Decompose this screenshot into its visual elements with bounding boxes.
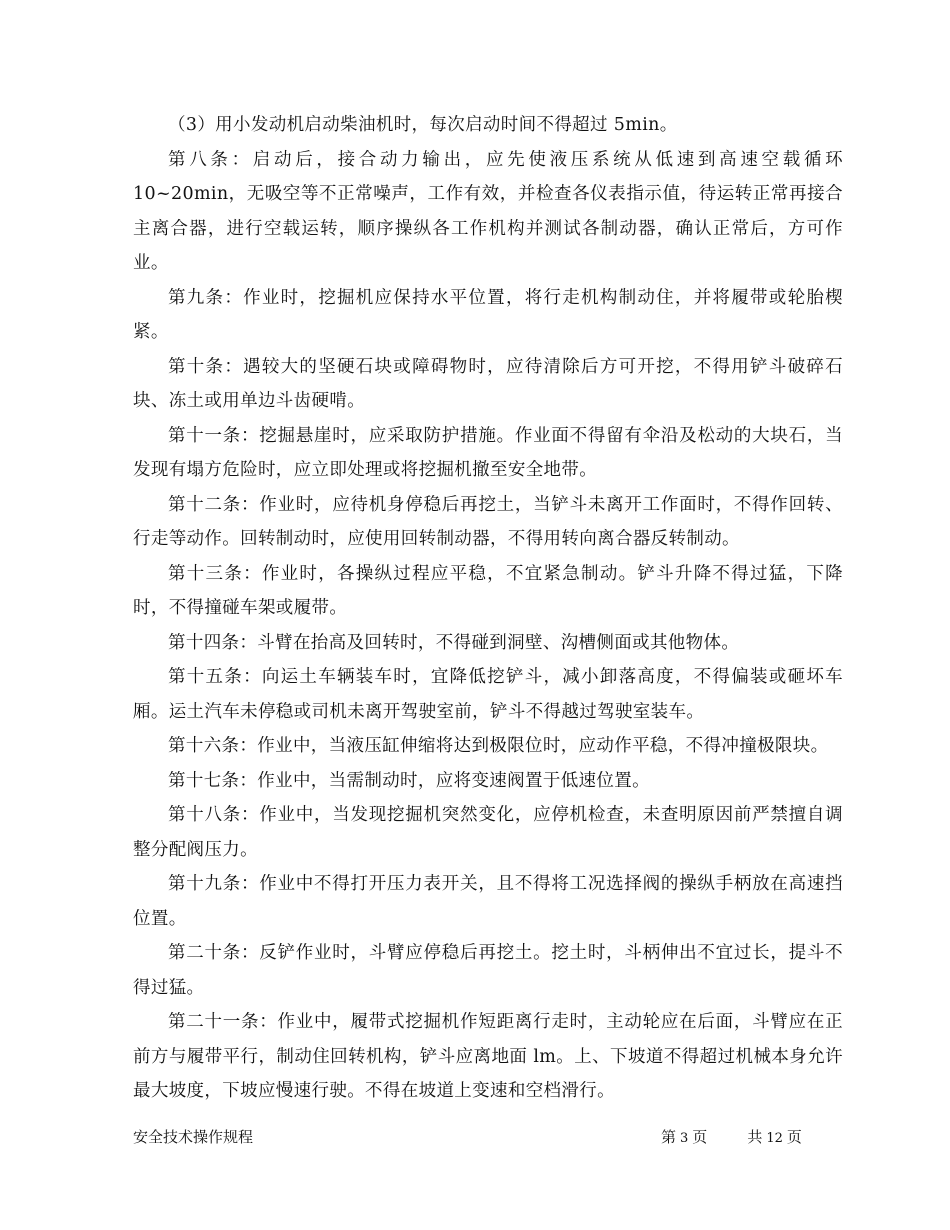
article-17: 第十七条：作业中，当需制动时，应将变速阀置于低速位置。: [168, 770, 650, 791]
article-15: 第十五条：向运土车辆装车时，宜降低挖铲斗，减小卸落高度，不得偏装或砸坏车厢。运土汽车未停稳或司机未离开驾驶室前，铲斗不得越过驾驶室装车。: [133, 667, 843, 722]
article-10: 第十条：遇较大的坚硬石块或障碍物时，应待清除后方可开挖，不得用铲斗破碎石块、冻土或用单边斗齿硬啃。: [133, 356, 843, 411]
article-8: 第八条：启动后，接合动力输出，应先使液压系统从低速到高速空载循环 10~20min，无吸空等不正常噪声，工作有效，并检查各仪表指示值，待运转正常再接合主离合器，进行空载运转，顺序操纵各工作机构并测试各制动器，确认正常后，方可作业。: [133, 149, 843, 273]
article-9: 第九条：作业时，挖掘机应保持水平位置，将行走机构制动住，并将履带或轮胎楔紧。: [133, 287, 843, 342]
current-page-number: 3: [680, 1131, 689, 1146]
page-prefix: 第: [661, 1128, 677, 1146]
article-20: 第二十条：反铲作业时，斗臂应停稳后再挖土。挖土时，斗柄伸出不宜过长，提斗不得过猛。: [133, 943, 843, 998]
article-21: 第二十一条：作业中，履带式挖掘机作短距离行走时，主动轮应在后面，斗臂应在正前方与履带平行，制动住回转机构，铲斗应离地面 lm。上、下坡道不得超过机械本身允许最大坡度，下坡应慢速行驶。不得在坡道上变速和空档滑行。: [133, 1012, 843, 1101]
total-page-count: 12: [766, 1131, 783, 1146]
total-prefix: 共: [747, 1128, 763, 1146]
page-footer: [133, 1126, 843, 1148]
document-body: [133, 108, 843, 1109]
article-16: 第十六条：作业中，当液压缸伸缩将达到极限位时，应动作平稳，不得冲撞极限块。: [168, 736, 829, 756]
paragraph-item-3: （3）用小发动机启动柴油机时，每次启动时间不得超过 5min。: [168, 115, 678, 135]
total-suffix: 页: [786, 1128, 802, 1146]
article-14: 第十四条：斗臂在抬高及回转时，不得碰到洞壁、沟槽侧面或其他物体。: [168, 632, 740, 653]
article-18: 第十八条：作业中，当发现挖掘机突然变化，应停机检查，未查明原因前严禁擅自调整分配阀压力。: [133, 805, 843, 860]
article-13: 第十三条：作业时，各操纵过程应平稳，不宜紧急制动。铲斗升降不得过猛，下降时，不得撞碰车架或履带。: [133, 563, 843, 618]
article-19: 第十九条：作业中不得打开压力表开关，且不得将工况选择阀的操纵手柄放在高速挡位置。: [133, 874, 843, 929]
article-11: 第十一条：挖掘悬崖时，应采取防护措施。作业面不得留有伞沿及松动的大块石，当发现有塌方危险时，应立即处理或将挖掘机撤至安全地带。: [133, 425, 843, 480]
page-number-indicator: [661, 1126, 802, 1150]
article-12: 第十二条：作业时，应待机身停稳后再挖土，当铲斗未离开工作面时，不得作回转、行走等动作。回转制动时，应使用回转制动器，不得用转向离合器反转制动。: [133, 494, 843, 549]
footer-document-title: 安全技术操作规程: [133, 1128, 254, 1146]
page-suffix: 页: [692, 1128, 708, 1146]
